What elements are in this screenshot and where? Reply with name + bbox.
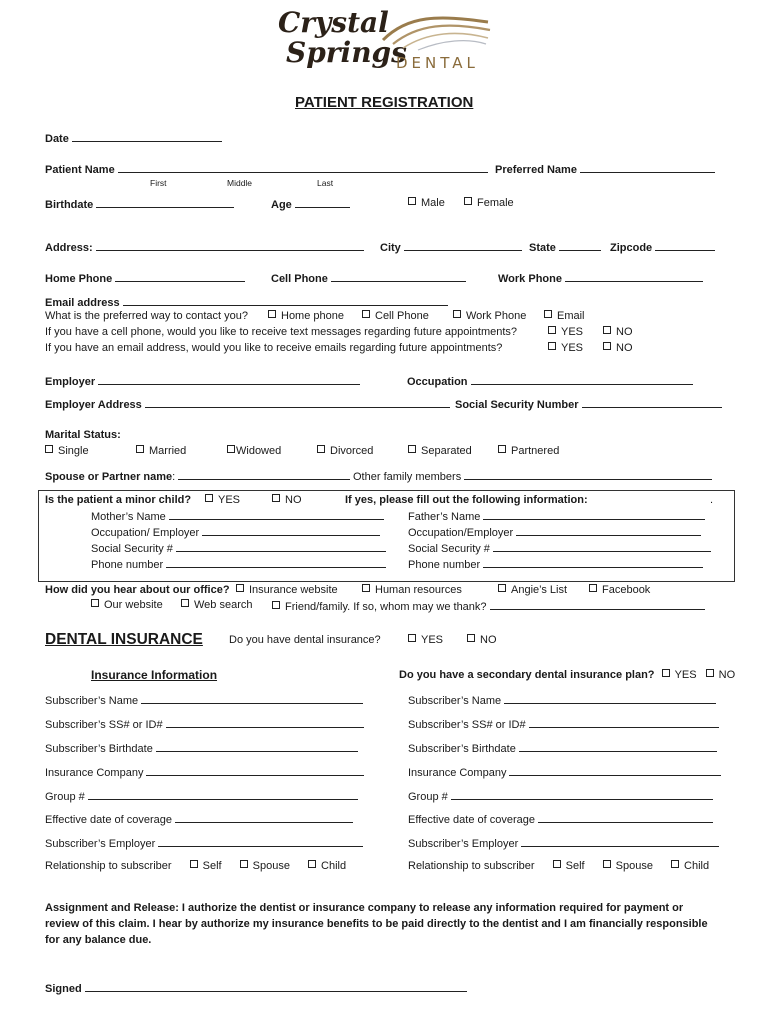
city-label: City [380,242,401,254]
s-sub-birth-row: Subscriber’s Birthdate [408,741,717,755]
p-effective-row: Effective date of coverage [45,812,353,826]
preferred-name-field[interactable] [580,162,715,173]
city-row [380,240,522,254]
p-effective-field[interactable] [175,812,353,823]
date-field[interactable] [72,131,222,142]
spouse-row: Spouse or Partner name: [45,469,350,483]
age-field[interactable] [295,197,350,208]
email-yes-option[interactable]: YES [548,342,583,354]
other-family-row: Other family members [353,469,712,483]
s-rel-child-checkbox[interactable] [671,860,679,868]
father-phone-row: Phone number [408,557,703,571]
minor-dot: . [710,494,714,506]
city-field[interactable] [404,240,522,251]
spouse-field[interactable] [178,469,350,480]
mother-phone-field[interactable] [166,557,386,568]
s-company-row: Insurance Company [408,765,721,779]
s-relationship-row: Relationship to subscriber Self Spouse Child [408,860,710,872]
zip-label: Zipcode [610,242,653,254]
s-group-row: Group # [408,789,713,803]
s-sub-birth-field[interactable] [519,741,717,752]
secondary-row: Do you have a secondary dental insurance plan? YES NO [399,669,736,681]
mother-name-field[interactable] [169,509,384,520]
minor-question: Is the patient a minor child? [45,494,192,506]
s-sub-name-row: Subscriber’s Name [408,693,716,707]
marital-divorced-option[interactable]: Divorced [317,445,373,457]
s-sub-ss-row: Subscriber’s SS# or ID# [408,717,719,731]
contact-work-option[interactable]: Work Phone [453,310,526,322]
hear-friend-option[interactable]: Friend/family. If so, whom may we thank? [272,599,705,613]
birthdate-field[interactable] [96,197,234,208]
female-checkbox[interactable] [464,197,472,205]
employer-address-field[interactable] [145,397,450,408]
email-question: If you have an email address, would you like to receive emails regarding future appointments? [45,342,503,354]
male-option[interactable]: Male [408,197,445,209]
date-label: Date [45,133,69,145]
state-label: State [529,242,556,254]
p-sub-name-field[interactable] [141,693,363,704]
minor-ifyes: If yes, please fill out the following information: [345,494,588,506]
logo [278,8,498,78]
father-name-field[interactable] [483,509,705,520]
email-row: Email address [45,295,448,309]
father-phone-field[interactable] [483,557,703,568]
p-relationship-row: Relationship to subscriber Self Spouse Child [45,860,347,872]
hear-angies-option[interactable]: Angie’s List [498,584,567,596]
p-group-row: Group # [45,789,358,803]
marital-label: Marital Status: [45,429,121,441]
male-checkbox[interactable] [408,197,416,205]
patient-name-field[interactable] [118,162,488,173]
hear-hr-option[interactable]: Human resources [362,584,462,596]
p-company-row: Insurance Company [45,765,364,779]
work-phone-field[interactable] [565,271,703,282]
page-title: PATIENT REGISTRATION [295,94,474,111]
age-row [271,197,350,211]
dental-yes-option[interactable]: YES [408,634,443,646]
logo-crystal: Crystal [278,6,389,39]
secondary-no-checkbox[interactable] [706,669,714,677]
minor-yes-option[interactable]: YES [205,494,240,506]
contact-question: What is the preferred way to contact you? [45,310,248,322]
p-sub-ss-row: Subscriber’s SS# or ID# [45,717,364,731]
father-occ-row: Occupation/Employer [408,525,701,539]
female-option[interactable]: Female [464,197,514,209]
mother-phone-row: Phone number [91,557,386,571]
minor-no-option[interactable]: NO [272,494,302,506]
father-name-row: Father’s Name [408,509,705,523]
father-occ-field[interactable] [516,525,701,536]
p-company-field[interactable] [146,765,364,776]
father-ss-row: Social Security # [408,541,711,555]
p-sub-birth-field[interactable] [156,741,358,752]
birthdate-row [45,197,234,211]
cell-phone-row: Cell Phone [271,271,466,285]
p-group-field[interactable] [88,789,358,800]
address-row [45,240,364,254]
preferred-name-row [495,162,715,176]
zip-row [610,240,715,254]
email-no-option[interactable]: NO [603,342,633,354]
mother-occ-field[interactable] [202,525,380,536]
logo-springs: Springs [286,36,407,69]
cell-phone-field[interactable] [331,271,466,282]
state-field[interactable] [559,240,601,251]
hear-web-search-option[interactable]: Web search [181,599,253,611]
contact-home-option[interactable]: Home phone [268,310,344,322]
p-sub-employer-field[interactable] [158,836,363,847]
ssn-row: Social Security Number [455,397,722,411]
last-sublabel: Last [317,178,334,188]
s-effective-row: Effective date of coverage [408,812,713,826]
signature-field[interactable] [85,981,467,992]
s-effective-field[interactable] [538,812,713,823]
mother-name-row: Mother’s Name [91,509,384,523]
patient-name-row [45,162,488,176]
patient-name-label: Patient Name [45,164,115,176]
zip-field[interactable] [655,240,715,251]
p-rel-child-checkbox[interactable] [308,860,316,868]
text-question: If you have a cell phone, would you like to receive text messages regarding future appointments? [45,326,518,338]
s-sub-employer-row: Subscriber’s Employer [408,836,719,850]
home-phone-row: Home Phone [45,271,245,285]
contact-email-option[interactable]: Email [544,310,585,322]
hear-question: How did you hear about our office? [45,584,230,596]
dental-no-option[interactable]: NO [467,634,497,646]
address-field[interactable] [96,240,364,251]
ssn-field[interactable] [582,397,722,408]
preferred-name-label: Preferred Name [495,164,577,176]
email-field[interactable] [123,295,448,306]
middle-sublabel: Middle [227,178,253,188]
occupation-field[interactable] [471,374,693,385]
marital-partnered-option[interactable]: Partnered [498,445,559,457]
age-label: Age [271,199,292,211]
mother-ss-row: Social Security # [91,541,386,555]
marital-single-option[interactable]: Single [45,445,89,457]
date-row [45,131,222,145]
s-sub-employer-field[interactable] [521,836,719,847]
father-ss-field[interactable] [493,541,711,552]
marital-widowed-option[interactable]: Widowed [227,445,281,457]
p-rel-spouse-checkbox[interactable] [240,860,248,868]
state-row [529,240,601,254]
marital-separated-option[interactable]: Separated [408,445,472,457]
mother-ss-field[interactable] [176,541,386,552]
logo-swoosh-icon [378,10,493,52]
hear-our-website-option[interactable]: Our website [91,599,163,611]
s-sub-name-field[interactable] [504,693,716,704]
work-phone-row: Work Phone [498,271,703,285]
p-sub-birth-row: Subscriber’s Birthdate [45,741,358,755]
first-sublabel: First [150,178,167,188]
occupation-row: Occupation [407,374,693,388]
p-sub-name-row: Subscriber’s Name [45,693,363,707]
insurance-info-heading: Insurance Information [91,668,218,682]
logo-dental: DENTAL [396,54,479,72]
dental-insurance-heading: DENTAL INSURANCE [45,631,203,648]
p-rel-self-checkbox[interactable] [190,860,198,868]
p-sub-employer-row: Subscriber’s Employer [45,836,363,850]
s-rel-self-checkbox[interactable] [553,860,561,868]
employer-field[interactable] [98,374,360,385]
assignment-line-2: review of this claim. I hear by authorize my insurance benefits to be paid directly to the dentist and I am financially responsible [45,918,708,930]
home-phone-field[interactable] [115,271,245,282]
assignment-line-3: for any balance due. [45,934,152,946]
hear-ins-website-option[interactable]: Insurance website [236,584,338,596]
contact-cell-option[interactable]: Cell Phone [362,310,429,322]
s-rel-spouse-checkbox[interactable] [603,860,611,868]
secondary-yes-checkbox[interactable] [662,669,670,677]
address-label: Address: [45,242,93,254]
assignment-line-1: Assignment and Release: I authorize the dentist or insurance company to release any information required for payment or [45,902,684,914]
birthdate-label: Birthdate [45,199,94,211]
s-sub-ss-field[interactable] [529,717,719,728]
s-company-field[interactable] [509,765,721,776]
dental-question: Do you have dental insurance? [229,634,381,646]
marital-married-option[interactable]: Married [136,445,186,457]
s-group-field[interactable] [451,789,713,800]
mother-occ-row: Occupation/ Employer [91,525,380,539]
employer-address-row: Employer Address [45,397,450,411]
hear-friend-field[interactable] [490,599,705,610]
text-no-option[interactable]: NO [603,326,633,338]
p-sub-ss-field[interactable] [166,717,364,728]
employer-row: Employer [45,374,360,388]
hear-facebook-option[interactable]: Facebook [589,584,650,596]
text-yes-option[interactable]: YES [548,326,583,338]
other-family-field[interactable] [464,469,712,480]
signed-row: Signed [45,981,467,995]
